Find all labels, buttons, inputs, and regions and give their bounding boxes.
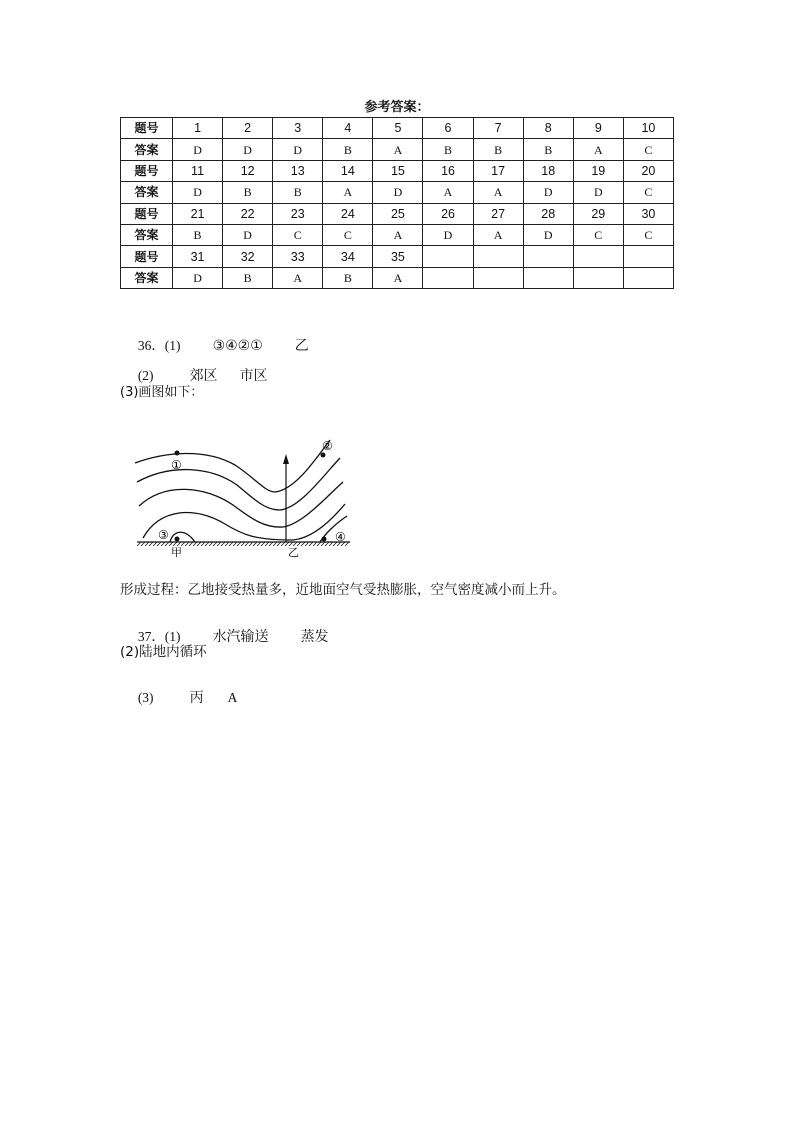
table-cell: 10 <box>623 118 673 139</box>
q37-part1-label: 37．(1) <box>137 629 181 644</box>
isobar-1 <box>135 440 330 492</box>
point-2-dot <box>321 453 326 458</box>
q37-part3 <box>120 671 237 723</box>
table-cell: A <box>323 182 373 203</box>
table-cell: C <box>323 224 373 245</box>
table-cell: 11 <box>173 160 223 181</box>
table-cell: 2 <box>223 118 273 139</box>
row-header: 答案 <box>121 267 173 288</box>
table-cell: 16 <box>423 160 473 181</box>
table-cell: B <box>423 139 473 160</box>
table-cell: B <box>173 224 223 245</box>
table-cell: 33 <box>273 246 323 267</box>
label-jia: 甲 <box>171 546 182 559</box>
table-cell: B <box>323 139 373 160</box>
table-cell: D <box>223 224 273 245</box>
table-cell <box>523 267 573 288</box>
row-header: 答案 <box>121 224 173 245</box>
table-cell: A <box>473 182 523 203</box>
q37-part3-label: (3) <box>137 690 154 705</box>
table-cell: 22 <box>223 203 273 224</box>
table-cell: 21 <box>173 203 223 224</box>
point-4-dot <box>322 537 327 542</box>
q36-part1-answer-a: ③④②① <box>212 338 263 354</box>
row-header: 题号 <box>121 246 173 267</box>
page-title: 参考答案： <box>364 100 430 115</box>
table-cell: 15 <box>373 160 423 181</box>
table-cell: B <box>223 182 273 203</box>
table-cell: 29 <box>573 203 623 224</box>
table-cell: B <box>223 267 273 288</box>
table-row <box>121 160 674 181</box>
table-cell: D <box>573 182 623 203</box>
isobar-diagram <box>125 430 365 565</box>
label-yi: 乙 <box>288 546 299 559</box>
arrow-head-icon <box>283 454 289 464</box>
label-circle-1: ① <box>171 458 182 472</box>
table-cell: D <box>523 224 573 245</box>
table-row <box>121 267 674 288</box>
point-1-dot <box>175 451 180 456</box>
table-cell: B <box>323 267 373 288</box>
q36-part3: (3)画图如下： <box>120 385 204 400</box>
row-header: 题号 <box>121 160 173 181</box>
table-cell <box>473 246 523 267</box>
table-cell: 31 <box>173 246 223 267</box>
table-cell: 7 <box>473 118 523 139</box>
table-cell: 28 <box>523 203 573 224</box>
q37-part2: (2)陆地内循环 <box>120 644 207 660</box>
q36-part2-answer-a: 郊区 <box>189 368 218 384</box>
table-cell: D <box>173 139 223 160</box>
table-cell <box>423 267 473 288</box>
table-cell: B <box>273 182 323 203</box>
table-cell: 24 <box>323 203 373 224</box>
table-cell: D <box>223 139 273 160</box>
table-cell: 6 <box>423 118 473 139</box>
table-cell: 35 <box>373 246 423 267</box>
table-cell: C <box>623 182 673 203</box>
table-cell: 12 <box>223 160 273 181</box>
table-cell: D <box>373 182 423 203</box>
q37-part1-answer-a: 水汽输送 <box>212 629 269 645</box>
table-cell: 14 <box>323 160 373 181</box>
table-cell: 1 <box>173 118 223 139</box>
q36-process: 形成过程：乙地接受热量多，近地面空气受热膨胀，空气密度减小而上升。 <box>120 582 566 598</box>
q36-part2-label: (2) <box>137 368 154 383</box>
table-cell: 30 <box>623 203 673 224</box>
point-3-dot <box>175 537 180 542</box>
table-cell <box>423 246 473 267</box>
table-row <box>121 139 674 160</box>
table-cell: C <box>273 224 323 245</box>
table-cell: A <box>373 267 423 288</box>
table-cell: 25 <box>373 203 423 224</box>
table-cell: C <box>573 224 623 245</box>
table-cell <box>523 246 573 267</box>
label-circle-2: ② <box>322 439 333 453</box>
table-cell: 8 <box>523 118 573 139</box>
table-cell: D <box>173 182 223 203</box>
label-circle-3: ③ <box>158 528 169 542</box>
q36-part1-answer-b: 乙 <box>294 338 309 354</box>
q36-part2-answer-b: 市区 <box>239 368 268 384</box>
table-cell: 18 <box>523 160 573 181</box>
table-cell: 20 <box>623 160 673 181</box>
table-cell: 13 <box>273 160 323 181</box>
table-row <box>121 224 674 245</box>
answer-table <box>120 117 674 289</box>
table-cell: A <box>273 267 323 288</box>
row-header: 题号 <box>121 203 173 224</box>
table-cell <box>573 246 623 267</box>
table-cell: 34 <box>323 246 373 267</box>
table-cell: 19 <box>573 160 623 181</box>
table-cell: A <box>423 182 473 203</box>
table-cell: A <box>373 139 423 160</box>
table-row <box>121 118 674 139</box>
q36-part1-label: 36．(1) <box>137 338 181 353</box>
table-cell: D <box>273 139 323 160</box>
isobar-lines <box>135 440 347 542</box>
table-cell: B <box>523 139 573 160</box>
label-circle-4: ④ <box>335 530 346 544</box>
table-row <box>121 182 674 203</box>
table-cell: 4 <box>323 118 373 139</box>
table-cell <box>473 267 523 288</box>
q37-part3-answer-a: 丙 <box>189 690 204 706</box>
q37-part1-answer-b: 蒸发 <box>300 629 329 645</box>
table-cell: C <box>623 139 673 160</box>
table-row <box>121 246 674 267</box>
row-header: 答案 <box>121 139 173 160</box>
table-cell: 3 <box>273 118 323 139</box>
table-cell: 5 <box>373 118 423 139</box>
table-cell: 26 <box>423 203 473 224</box>
row-header: 题号 <box>121 118 173 139</box>
table-cell <box>623 267 673 288</box>
isobar-5 <box>170 532 195 542</box>
table-cell: C <box>623 224 673 245</box>
table-cell: D <box>523 182 573 203</box>
table-cell: B <box>473 139 523 160</box>
table-cell: A <box>573 139 623 160</box>
table-cell <box>573 267 623 288</box>
table-cell: 23 <box>273 203 323 224</box>
table-cell: A <box>473 224 523 245</box>
table-cell: A <box>373 224 423 245</box>
q37-part3-answer-b: A <box>227 690 238 705</box>
table-cell: D <box>173 267 223 288</box>
table-cell <box>623 246 673 267</box>
row-header: 答案 <box>121 182 173 203</box>
table-cell: 17 <box>473 160 523 181</box>
table-cell: D <box>423 224 473 245</box>
table-row <box>121 203 674 224</box>
table-cell: 32 <box>223 246 273 267</box>
table-cell: 9 <box>573 118 623 139</box>
table-cell: 27 <box>473 203 523 224</box>
